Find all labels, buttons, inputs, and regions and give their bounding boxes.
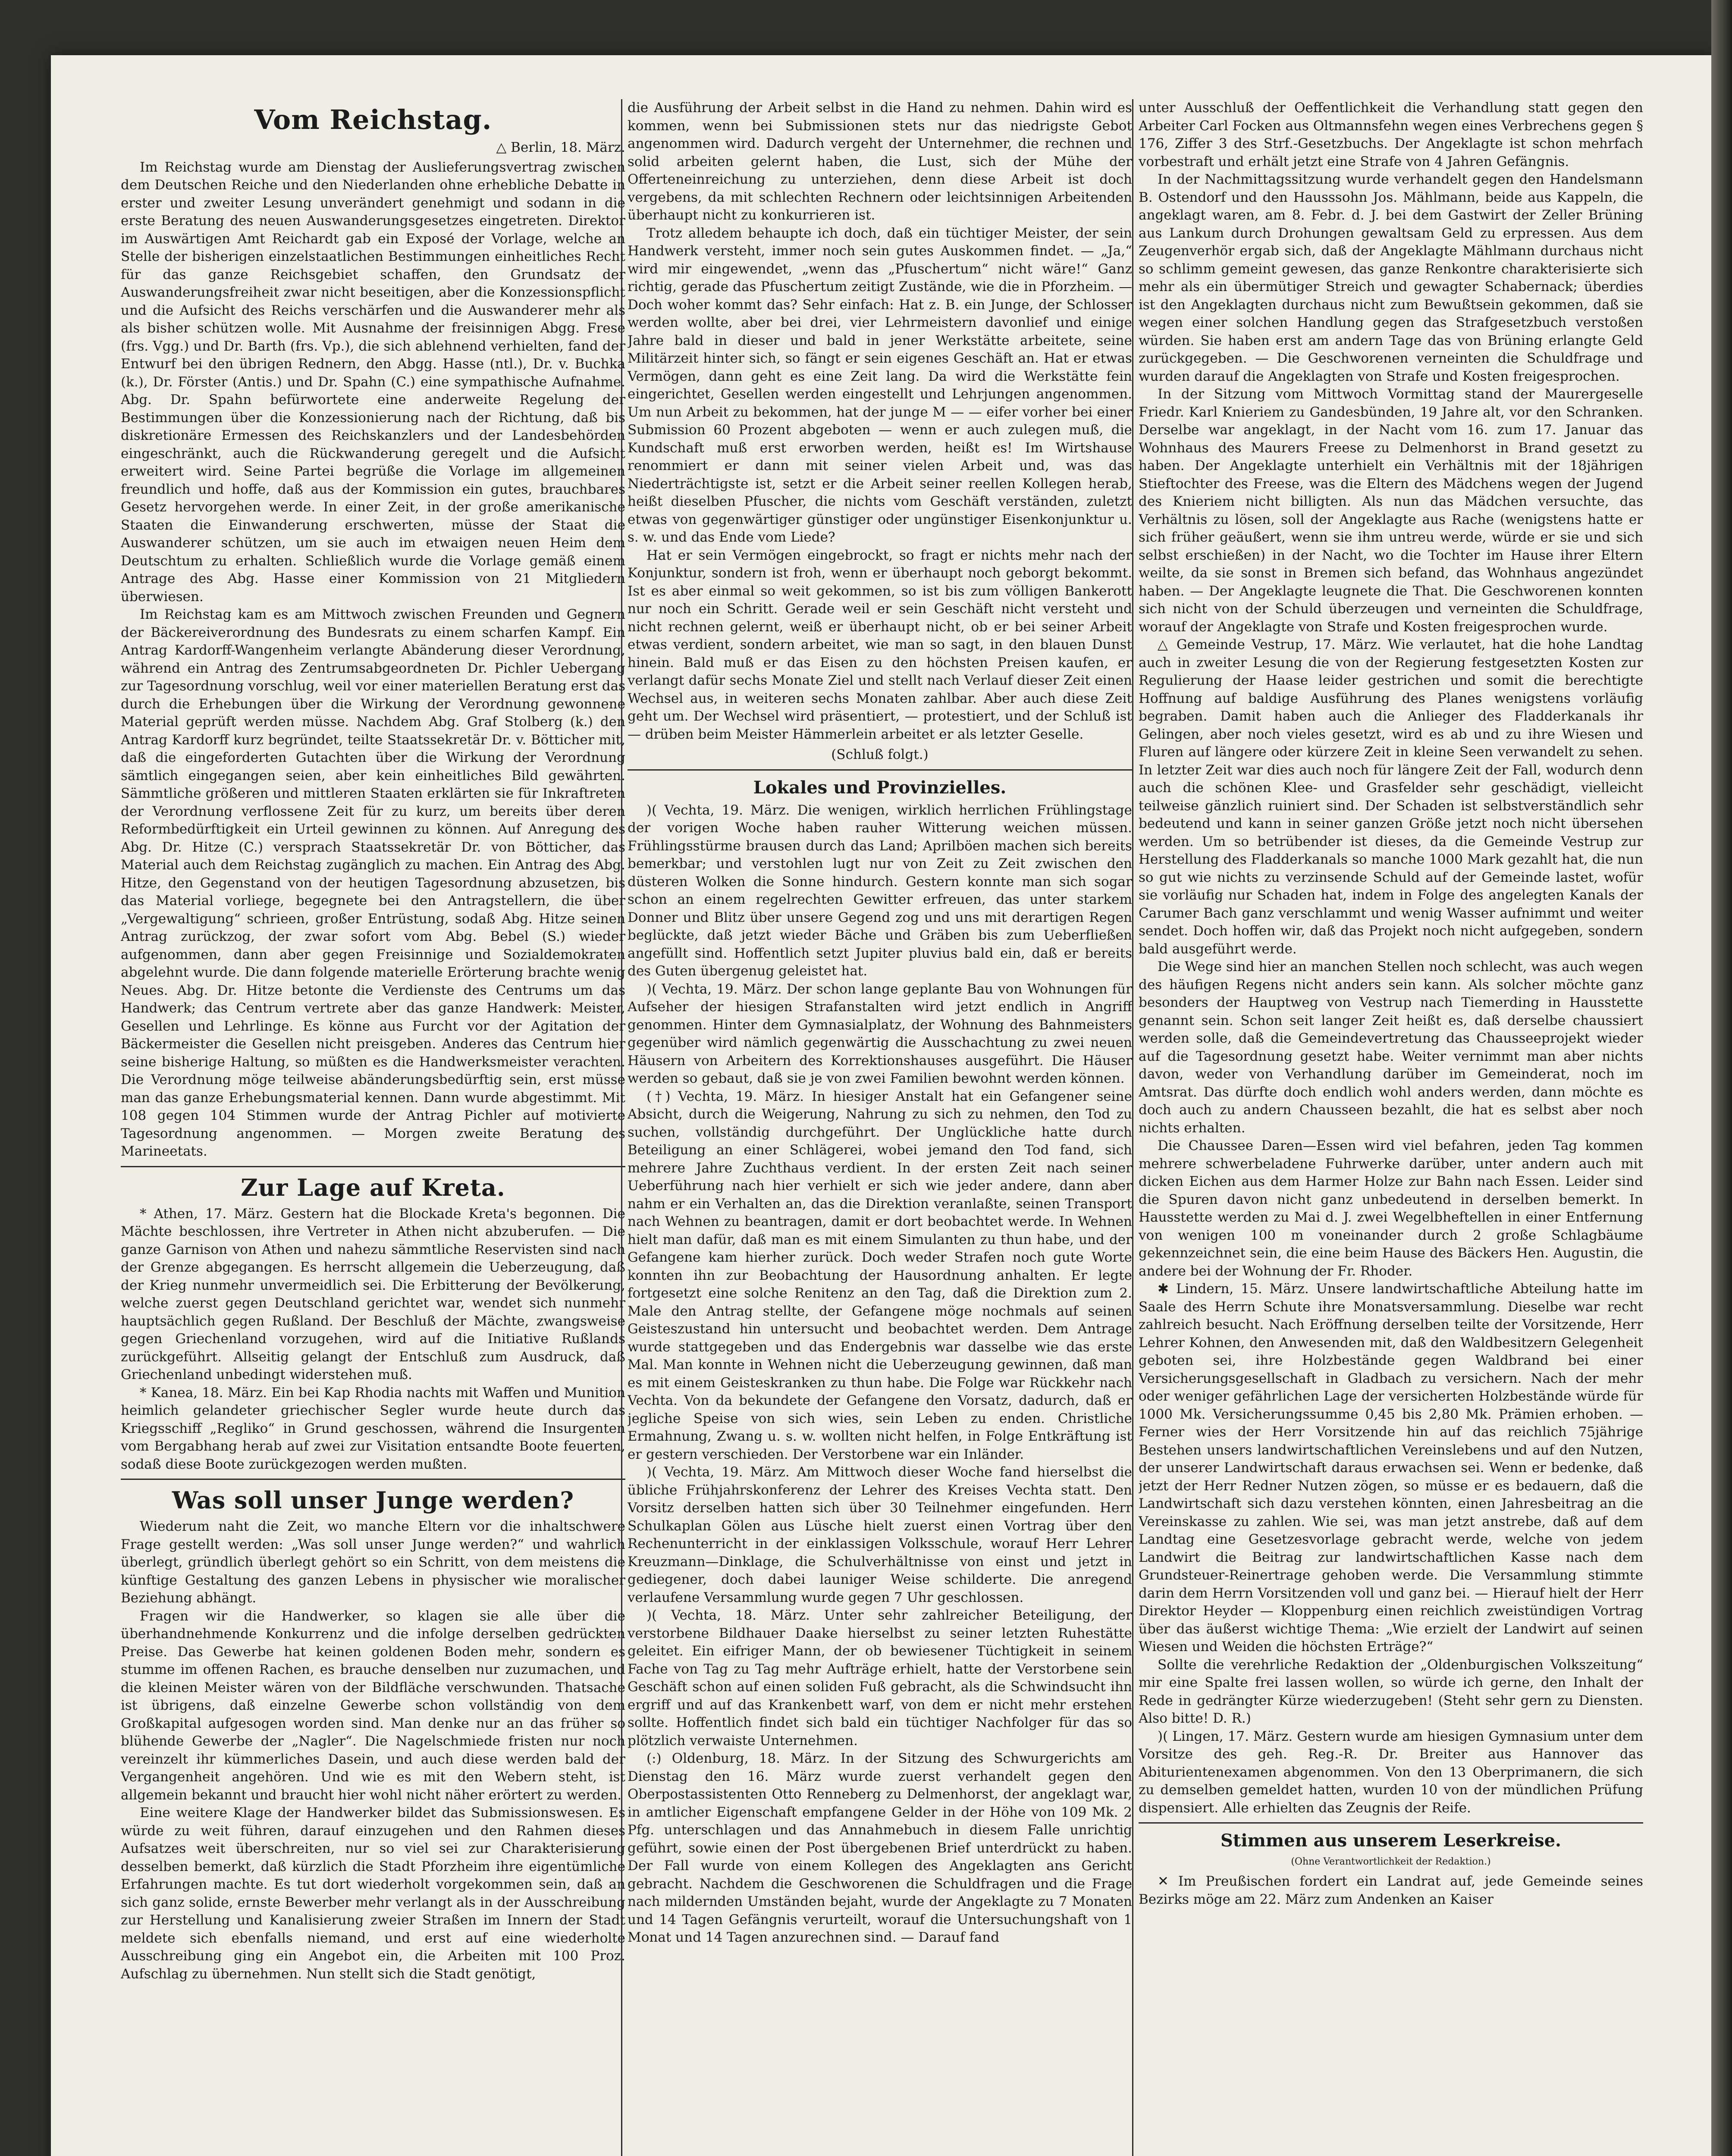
- article-headline: Was soll unser Junge werden?: [172, 1486, 574, 1514]
- article-paragraph: Hat er sein Vermögen eingebrockt, so fragt er nichts mehr nach der Konjunktur, sondern ist froh, wenn er überhaupt noch geborgt bekommt. Ist es aber einmal so weit gekommen, so ist bis zum völligen Bankerott nur noch ein Schritt. Gerade weil er sein Geschäft nicht versteht und nicht rechnen gelernt, weiß er überhaupt nicht, ob er bei seiner Arbeit etwas verdient, sondern arbeitet, wie man so sagt, in den blauen Dunst hinein. Bald muß er das Eisen zu den höchsten Preisen kaufen, er verlangt dafür sechs Monate Ziel und stellt nach Verlauf dieser Zeit einen Wechsel aus, in weiteren sechs Monaten zahlbar. Aber auch diese Zeit geht um. Der Wechsel wird präsentiert, — protestiert, und der Schluß ist — drüben beim Meister Hämmerlein arbeitet er als letzter Geselle.: [628, 547, 1132, 742]
- section-divider: [121, 1166, 625, 1167]
- column-rule: [1132, 99, 1133, 2156]
- article-paragraph: * Athen, 17. März. Gestern hat die Blockade Kreta's begonnen. Die Mächte beschlossen, ihre Vertreter in Athen nicht abzuberufen. — Die ganze Garnison von Athen und nahezu sämmtliche Reservisten sind nach der Grenze abgegangen. Es herrscht allgemein die Ueberzeugung, daß der Krieg nunmehr unvermeidlich sei. Die Erbitterung der Bevölkerung, welche zuerst gegen Deutschland gerichtet war, wendet sich nunmehr hauptsächlich gegen Rußland. Der Beschluß der Mächte, zwangsweise gegen Griechenland vorzugehen, wird auf die Initiative Rußlands zurückgeführt. Allseitig gelangt der Entschluß zum Ausdruck, daß Griechenland unbedingt widerstehen muß.: [121, 1206, 625, 1382]
- article-headline: Vom Reichstag.: [254, 104, 492, 135]
- article-paragraph: )( Vechta, 18. März. Unter sehr zahlreicher Beteiligung, der verstorbene Bildhauer Daake hierselbst zu seiner letzten Ruhestätte geleitet. Ein eifriger Mann, der ob bewiesener Tüchtigkeit in seinem Fache von Tag zu Tag mehr Aufträge erhielt, hatte der Verstorbene sein Geschäft schon auf einen soliden Fuß gebracht, als die Schwindsucht ihn ergriff und auf das Krankenbett warf, von dem er nicht mehr erstehen sollte. Hoffentlich findet sich bald ein tüchtiger Nachfolger für das so plötzlich verwaiste Unternehmen.: [628, 1608, 1132, 1749]
- binding-edge: [1711, 0, 1732, 2156]
- section-divider: [121, 1479, 625, 1480]
- section-heading: Lokales und Provinzielles.: [753, 777, 1007, 798]
- continuation-note: (Schluß folgt.): [831, 747, 929, 762]
- article-paragraph: (:) Oldenburg, 18. März. In der Sitzung des Schwurgerichts am Dienstag den 16. März wurde zuerst verhandelt gegen den Oberpostassistenten Otto Renneberg zu Delmenhorst, der angeklagt war, in amtlicher Eigenschaft empfangene Gelder in der Höhe von 109 Mk. 2 Pfg. unterschlagen und das Annahmebuch in diesem Falle unrichtig geführt, sowie einen der Post übergebenen Brief unterdrückt zu haben. Der Fall wurde von einem Kollegen des Angeklagten ans Gericht gebracht. Nachdem die Geschworenen die Schuldfragen und die Frage nach mildernden Umständen bejaht, wurde der Angeklagte zu 7 Monaten und 14 Tagen Gefängnis verurteilt, worauf die Untersuchungshaft von 1 Monat und 14 Tagen anzurechnen sind. — Darauf fand: [628, 1751, 1132, 1945]
- article-paragraph: Wiederum naht die Zeit, wo manche Eltern vor die inhaltschwere Frage gestellt werden: „Was soll unser Junge werden?“ und wahrlich überlegt, gründlich überlegt gehört so ein Schritt, von dem meistens die künftige Gestaltung des ganzen Lebens in physischer wie moralischer Beziehung abhängt.: [121, 1519, 625, 1606]
- section-divider: [1139, 1822, 1643, 1824]
- column-left: [121, 99, 625, 2156]
- column-right: [1139, 99, 1643, 2156]
- article-paragraph: Die Wege sind hier an manchen Stellen noch schlecht, was auch wegen des häufigen Regens nicht anders sein kann. Als solcher möchte ganz besonders der Hauptweg von Vestrup nach Tiemerding in Hausstette genannt sein. Schon seit langer Zeit heißt es, daß derselbe chaussiert werden solle, daß die Gemeindevertretung das Chausseeprojekt wieder auf die Tagesordnung gesetzt habe. Weiter vernimmt man aber nichts davon, weder von Verhandlung darüber im Gemeinderat, noch im Amtsrat. Das dürfte doch endlich wohl anders werden, dann möchte es doch auch zu andern Chausseen bezahlt, die hat es selbst aber noch nichts erhalten.: [1139, 959, 1643, 1136]
- article-paragraph: Die Chaussee Daren—Essen wird viel befahren, jeden Tag kommen mehrere schwerbeladene Fuhrwerke darüber, unter andern auch mit dicken Eichen aus dem Harmer Holze zur Bahn nach Essen. Leider sind die Spuren davon nicht ganz unbedeutend in derselben bemerkt. In Hausstette werden zu Mai d. J. zwei Wegelbheftellen in einer Entfernung von wenigen 100 m voneinander durch 2 große Schlagbäume gekennzeichnet sein, die eine beim Hause des Bäckers Hen. Augustin, die andere bei der Wohnung der Fr. Rhoder.: [1139, 1138, 1643, 1279]
- section-divider: [628, 769, 1132, 771]
- article-paragraph: )( Lingen, 17. März. Gestern wurde am hiesigen Gymnasium unter dem Vorsitze des geh. Reg.-R. Dr. Breiter aus Hannover das Abiturientenexamen abgenommen. Von den 13 Oberprimanern, die sich zu demselben gemeldet hatten, wurden 10 von der mündlichen Prüfung dispensiert. Alle erhielten das Zeugnis der Reife.: [1139, 1728, 1643, 1816]
- section-heading: Stimmen aus unserem Leserkreise.: [1221, 1830, 1561, 1851]
- article-paragraph: (†) Vechta, 19. März. In hiesiger Anstalt hat ein Gefangener seine Absicht, durch die Weigerung, Nahrung zu sich zu nehmen, den Tod zu suchen, vollständig durchgeführt. Der Unglückliche hatte durch Beteiligung an einer Schlägerei, wobei jemand den Tod fand, sich mehrere Jahre Zuchthaus verdient. In der ersten Zeit nach seiner Ueberführung nach hier verhielt er sich wie jeder andere, dann aber nahm er ein Verhalten an, das die Direktion veranlaßte, seinen Transport nach Wehnen zu beantragen, damit er dort beobachtet werde. In Wehnen hielt man dafür, daß man es mit einem Simulanten zu thun habe, und der Gefangene kam hierher zurück. Doch weder Strafen noch gute Worte konnten ihn zur Beobachtung der Hausordnung anhalten. Er legte fortgesetzt eine solche Renitenz an den Tag, daß die Direktion zum 2. Male den Antrag stellte, der Gefangene möge nochmals auf seinen Geisteszustand hin untersucht und beobachtet werden. Dem Antrage wurde stattgegeben und das Endergebnis war dasselbe wie das erste Mal. Man konnte in Wehnen nicht die Ueberzeugung gewinnen, daß man es mit einem Geisteskranken zu thun habe. Die Folge war Rückkehr nach Vechta. Von da bekundete der Gefangene den Vorsatz, dadurch, daß er jegliche Speise von sich wies, sein Leben zu enden. Christliche Ermahnung, Zwang u. s. w. wollten nicht helfen, in Folge Entkräftung ist er gestern verschieden. Der Verstorbene war ein Inländer.: [628, 1088, 1132, 1462]
- article-paragraph: )( Vechta, 19. März. Am Mittwoch dieser Woche fand hierselbst die übliche Frühjahrskonferenz der Lehrer des Kreises Vechta statt. Den Vorsitz derselben hatten sich über 30 Teilnehmer eingefunden. Herr Schulkaplan Gölen aus Lüsche hielt zuerst einen Vortrag über den Rechenunterricht in der einklassigen Volksschule, worauf Herr Lehrer Kreuzmann—Dinklage, die Schulverhältnisse von einst und jetzt in gediegener, doch dabei launiger Weise schilderte. Die anregend verlaufene Versammlung wurde gegen 7 Uhr geschlossen.: [628, 1464, 1132, 1605]
- article-paragraph: △ Gemeinde Vestrup, 17. März. Wie verlautet, hat die hohe Landtag auch in zweiter Lesung die von der Regierung festgesetzten Kosten zur Regulierung der Haase leider gestrichen und somit die berechtigte Hoffnung auf baldige Ausführung des Planes wenigstens vorläufig begraben. Damit haben auch die Anlieger des Fladderkanals ihr Gelingen, aber noch vieles gesetzt, wird es ab und zu ihre Wiesen und Fluren auf längere oder kürzere Zeit in kleine Seen verwandelt zu sehen. In letzter Zeit war dies auch noch für längere Zeit der Fall, wodurch denn auch die schönen Klee- und Grasfelder sehr geschädigt, vielleicht teilweise gänzlich ruiniert sind. Der Schaden ist selbstverständlich sehr bedeutend und kann in seiner ganzen Größe jetzt noch nicht übersehen werden. Um so betrübender ist dieses, da die Gemeinde Vestrup zur Herstellung des Fladderkanals so manche 1000 Mark gezahlt hat, die nun so gut wie nichts zu verzinsende Schuld auf der Gemeinde lastet, wofür sie vorläufig nur Schaden hat, indem in Folge des angelegten Kanals der Carumer Bach ganz verschlammt und wenig Wasser aufnimmt und weiter sendet. Doch hoffen wir, daß das Projekt noch nicht aufgegeben, sondern bald ausgeführt werde.: [1139, 637, 1643, 957]
- article-paragraph: Im Reichstag kam es am Mittwoch zwischen Freunden und Gegnern der Bäckereiverordnung des Bundesrats zu einem scharfen Kampf. Ein Antrag Kardorff-Wangenheim verlangte Abänderung dieser Verordnung, während ein Antrag des Zentrumsabgeordneten Dr. Pichler Uebergang zur Tagesordnung vorschlug, weil vor einer materiellen Beratung erst das durch die Erhebungen über die Wirkung der Verordnung gewonnene Material geprüft werden müsse. Nachdem Abg. Graf Stolberg (k.) den Antrag Kardorff kurz begründet, teilte Staatssekretär Dr. v. Bötticher mit, daß die eingeforderten Gutachten über die Wirkung der Verordnung sämtlich eingegangen seien, aber kein einheitliches Bild gewährten. Sämmtliche größeren und mittleren Staaten erklärten sie für Inkraftreten der Verordnung verflossene Zeit für zu kurz, um bereits über deren Reformbedürftigkeit ein Urteil gewinnen zu können. Auf Anregung des Abg. Dr. Hitze (C.) versprach Staatssekretär Dr. von Bötticher, das Material auch dem Reichstag zugänglich zu machen. Ein Antrag des Abg. Hitze, den Gegenstand von der heutigen Tagesordnung abzusetzen, bis das Material vorliege, begegnete bei den Antragstellern, die über „Vergewaltigung“ schrieen, großer Entrüstung, sodaß Abg. Hitze seinen Antrag zurückzog, der zwar sofort vom Abg. Bebel (S.) wieder aufgenommen, dann aber gegen Freisinnige und Sozialdemokraten abgelehnt wurde. Die dann folgende materielle Erörterung brachte wenig Neues. Abg. Dr. Hitze betonte die Verdienste des Centrums um das Handwerk; das Centrum vertrete aber das ganze Handwerk: Meister, Gesellen und Lehrlinge. Es könne aus Furcht vor der Agitation der Bäckermeister die Gesellen nicht preisgeben. Anderes das Centrum hier seine bisherige Haltung, so müßten es die Handwerksmeister verachten. Die Verordnung möge teilweise abänderungsbedürftig sein, erst müsse man das ganze Erhebungsmaterial kennen. Dann wurde abgestimmt. Mit 108 gegen 104 Stimmen wurde der Antrag Pichler auf motivierte Tagesordnung angenommen. — Morgen zweite Beratung des Marineetats.: [121, 607, 625, 1159]
- article-paragraph: * Kanea, 18. März. Ein bei Kap Rhodia nachts mit Waffen und Munition heimlich gelandeter griechischer Segler wurde heute durch das Kriegsschiff „Regliko“ in Grund geschossen, während die Insurgenten vom Bergabhang herab auf zwei zur Visitation entsandte Boote feuerten, sodaß diese Boote zurückgezogen werden mußten.: [121, 1385, 625, 1472]
- article-paragraph: Im Reichstag wurde am Dienstag der Auslieferungsvertrag zwischen dem Deutschen Reiche und den Niederlanden ohne erhebliche Debatte in erster und zweiter Lesung unverändert genehmigt und sodann in die erste Beratung des neuen Auswanderungsgesetzes eingetreten. Direktor im Auswärtigen Amt Reichardt gab ein Exposé der Vorlage, welche an Stelle der bisherigen einzelstaatlichen Bestimmungen einheitliches Recht für das ganze Reichsgebiet schaffen, den Grundsatz der Auswanderungsfreiheit zwar nicht beseitigen, aber die Konzessionspflicht und die Aufsicht des Reichs verschärfen und die Auswanderer mehr als als bisher schützen wolle. Mit Ausnahme der freisinnigen Abgg. Frese (frs. Vgg.) und Dr. Barth (frs. Vp.), die sich ablehnend verhielten, fand der Entwurf bei den übrigen Rednern, den Abgg. Hasse (ntl.), Dr. v. Buchka (k.), Dr. Förster (Antis.) und Dr. Spahn (C.) eine sympathische Aufnahme. Abg. Dr. Spahn befürwortete eine anderweite Regelung der Bestimmungen über die Konzessionierung nach der Richtung, daß bis diskretionäre Ermessen des Reichskanzlers und der Landesbehörden eingeschränkt, auch die Rückwanderung geregelt und die Aufsicht erweitert wird. Seine Partei begrüße die Vorlage im allgemeinen freundlich und hoffe, daß aus der Kommission ein gutes, brauchbares Gesetz hervorgehen werde. In einer Zeit, in der große amerikanische Staaten die Einwanderung erschwerten, müsse der Staat die Auswanderer schützen, um sie auch im etwaigen neuen Heim dem Deutschtum zu erhalten. Schließlich wurde die Vorlage gemäß einem Antrage des Abg. Hasse einer Kommission von 21 Mitgliedern überwiesen.: [121, 159, 625, 605]
- dateline: △ Berlin, 18. März.: [496, 140, 625, 155]
- article-paragraph: die Ausführung der Arbeit selbst in die Hand zu nehmen. Dahin wird es kommen, wenn bei Submissionen stets nur das niedrigste Gebot angenommen wird. Dadurch vergeht der Unternehmer, die rechnen und solid arbeiten gelernt haben, die Lust, sich der Mühe der Offerteneinreichung zu unterziehen, denn diese Arbeit ist doch vergebens, da mit schlechten Rechnern oder leichtsinnigen Arbeitenden überhaupt nicht zu konkurrieren ist.: [628, 100, 1132, 223]
- article-paragraph: unter Ausschluß der Oeffentlichkeit die Verhandlung statt gegen den Arbeiter Carl Focken aus Oltmannsfehn wegen eines Verbrechens gegen § 176, Ziffer 3 des Strf.-Gesetzbuchs. Der Angeklagte ist schon mehrfach vorbestraft und erhält jetzt eine Strafe von 4 Jahren Gefängnis.: [1139, 100, 1643, 169]
- article-paragraph: )( Vechta, 19. März. Der schon lange geplante Bau von Wohnungen für Aufseher der hiesigen Strafanstalten wird jetzt endlich in Angriff genommen. Hinter dem Gymnasialplatz, der Wohnung des Bahnmeisters gegenüber wird nämlich gegenwärtig die Ausschachtung zu zwei neuen Häusern von Arbeitern des Korrektionshauses ausgeführt. Die Häuser werden so gebaut, daß sie je von zwei Familien bewohnt werden können.: [628, 981, 1132, 1086]
- column-middle: [628, 99, 1132, 2156]
- article-paragraph: In der Nachmittagssitzung wurde verhandelt gegen den Handelsmann B. Ostendorf und den Hausssohn Jos. Mählmann, beide aus Kappeln, die angeklagt waren, am 8. Febr. d. J. bei dem Gastwirt der Zeller Brüning aus Lankum durch Drohungen gewaltsam Geld zu erpressen. Aus dem Zeugenverhör ergab sich, daß der Angeklagte Mählmann durchaus nicht so schlimm gemeint gewesen, das ganze Renkontre charakterisierte sich mehr als ein übermütiger Streich und gewagter Schabernack; überdies ist den Angeklagten durchaus nicht zum Bewußtsein gekommen, daß sie wegen einer solchen Handlung gegen das Strafgesetzbuch verstoßen würden. Sie haben erst am andern Tage das von Brüning erlangte Geld zurückgegeben. — Die Geschworenen verneinten die Schuldfrage und wurden darauf die Angeklagten von Strafe und Kosten freigesprochen.: [1139, 172, 1643, 384]
- article-paragraph: )( Vechta, 19. März. Die wenigen, wirklich herrlichen Frühlingstage der vorigen Woche haben rauher Witterung weichen müssen. Frühlingsstürme brausen durch das Land; Aprilböen machen sich bereits bemerkbar; und verstohlen lugt nur von Zeit zu Zeit zwischen den düsteren Wolken die Sonne hindurch. Gestern konnte man sich sogar schon an einem regelrechten Gewitter erfreuen, das unter starkem Donner und Blitz über unsere Gegend zog und uns mit derartigen Regen beglückte, daß jetzt wieder Bäche und Gräben bis zum Ueberfließen angefüllt sind. Hoffentlich setzt Jupiter pluvius bald ein, daß er bereits des Guten übergenug geleistet hat.: [628, 802, 1132, 979]
- article-paragraph: Fragen wir die Handwerker, so klagen sie alle über die überhandnehmende Konkurrenz und die infolge derselben gedrückten Preise. Das Gewerbe hat keinen goldenen Boden mehr, sondern es stumme im offenen Rachen, es brauche denselben nur zuzumachen, und die kleinen Meister wären von der Bildfläche verschwunden. Thatsache ist übrigens, daß einzelne Gewerbe schon vollständig von dem Großkapital aufgesogen worden sind. Man denke nur an das früher so blühende Gewerbe der „Nagler“. Die Nagelschmiede fristen nur noch vereinzelt ihr kümmerliches Dasein, und auch diese werden bald der Vergangenheit angehören. Und wie es mit den Webern steht, ist allgemein bekannt und braucht hier wohl nicht näher erörtert zu werden.: [121, 1608, 625, 1803]
- article-paragraph: In der Sitzung vom Mittwoch Vormittag stand der Maurergeselle Friedr. Karl Knieriem zu Gandesbünden, 19 Jahre alt, vor den Schranken. Derselbe war angeklagt, in der Nacht vom 16. zum 17. Januar das Wohnhaus des Maurers Freese zu Delmenhorst in Brand gesetzt zu haben. Der Angeklagte unterhielt ein Verhältnis mit der 18jährigen Stieftochter des Freese, was die Eltern des Mädchens wegen der Jugend des Knieriem nicht billigten. Als nun das Mädchen versuchte, das Verhältnis zu lösen, soll der Angeklagte aus Rache (wenigstens hatte er sich früher geäußert, wenn sie ihm untreu werde, würde er sie und sich selbst erschießen) in der Nacht, wo die Tochter im Hause ihrer Eltern weilte, da sie sonst in Bremen sich befand, das Wohnhaus angezündet haben. — Der Angeklagte leugnete die That. Die Geschworenen konnten sich nicht von der Schuld überzeugen und verneinten die Schuldfrage, worauf der Angeklagte von Strafe und Kosten freigesprochen wurde.: [1139, 386, 1643, 635]
- article-paragraph: ✱ Lindern, 15. März. Unsere landwirtschaftliche Abteilung hatte im Saale des Herrn Schute ihre Monatsversammlung. Dieselbe war recht zahlreich besucht. Nach Eröffnung derselben teilte der Vorsitzende, Herr Lehrer Kohnen, den Anwesenden mit, daß den Waldbesitzern Gelegenheit geboten sei, ihre Holzbestände gegen Waldbrand bei einer Versicherungsgesellschaft in Gladbach zu versichern. Nach der mehr oder weniger gefährlichen Lage der versicherten Holzbestände würde für 1000 Mk. Versicherungssumme 0,45 bis 2,80 Mk. Prämien erhoben. — Ferner wies der Herr Vorsitzende hin auf das reichlich 75jährige Bestehen unsers landwirtschaftlichen Vereinslebens und auf den Nutzen, der unserer Landwirtschaft daraus erwachsen sei. Wenn er bedenke, daß jetzt der Herr Redner Nutzen zögen, so müsse er es bedauern, daß die Landwirtschaft sich dazu verstehen könnten, einen Jahresbeitrag an die Vereinskasse zu zahlen. Wie sei, was man jetzt anstrebe, daß auf dem Landtag eine Gesetzesvorlage gebracht werde, welche von jedem Landwirt die Beitrag zur landwirtschaftlichen Kasse nach dem Grundsteuer-Reinertrage gehoben werde. Die Versammlung stimmte darin dem Herrn Vorsitzenden voll und ganz bei. — Hierauf hielt der Herr Direktor Heyder — Kloppenburg einen reichlich zweistündigen Vortrag über das äußerst wichtige Thema: „Wie erzielt der Landwirt auf seinen Wiesen und Weiden die höchsten Erträge?“: [1139, 1281, 1643, 1655]
- article-headline: Zur Lage auf Kreta.: [241, 1173, 505, 1201]
- article-paragraph: ✕ Im Preußischen fordert ein Landrat auf, jede Gemeinde seines Bezirks möge am 22. März zum Andenken an Kaiser: [1139, 1874, 1643, 1907]
- article-paragraph: Sollte die verehrliche Redaktion der „Oldenburgischen Volkszeitung“ mir eine Spalte frei lassen wollen, so würde ich gerne, den Inhalt der Rede in gedrängter Kürze wiederzugeben! (Steht sehr gern zu Diensten. Also bitte! D. R.): [1139, 1657, 1643, 1726]
- article-paragraph: Eine weitere Klage der Handwerker bildet das Submissionswesen. Es würde zu weit führen, darauf einzugehen und den Rahmen dieses Aufsatzes weit überschreiten, nur so viel sei zur Charakterisierung desselben bemerkt, daß kürzlich die Stadt Pforzheim ihre eigentümliche Erfahrungen machte. Es tut dort wiederholt vorgekommen sein, daß an sich ganz solide, ernste Bewerber mehr verlangt als in der Ausschreibung zur Herstellung und Kanalisierung zweier Straßen im Innern der Stadt meldete sich ebenfalls niemand, und erst auf eine wiederholte Ausschreibung ging ein Angebot ein, die Arbeiten mit 100 Proz. Aufschlag zu übernehmen. Nun stellt sich die Stadt genötigt,: [121, 1805, 625, 1982]
- section-note: (Ohne Verantwortlichkeit der Redaktion.): [1291, 1856, 1491, 1867]
- article-paragraph: Trotz alledem behaupte ich doch, daß ein tüchtiger Meister, der sein Handwerk versteht, immer noch sein gutes Auskommen findet. — „Ja,“ wird mir eingewendet, „wenn das „Pfuschertum“ nicht wäre!“ Ganz richtig, gerade das Pfuschertum zeitigt Zustände, wie die in Pforzheim. — Doch woher kommt das? Sehr einfach: Hat z. B. ein Junge, der Schlosser werden wollte, aber bei drei, vier Lehrmeistern davonlief und einige Jahre bald in dieser und bald in jener Werkstätte arbeitete, seine Militärzeit hinter sich, so fängt er sein eigenes Geschäft an. Hat er etwas Vermögen, dann geht es eine Zeit lang. Da wird die Werkstätte fein eingerichtet, Gesellen werden eingestellt und Lehrjungen angenommen. Um nun Arbeit zu bekommen, hat der junge M — — eifer vorher bei einer Submission 60 Prozent abgeboten — wenn er auch zulegen muß, die Kundschaft muß erst erworben werden, heißt es! Im Wirtshause renommiert er dann mit seiner vielen Arbeit und, was das Niederträchtigste ist, setzt er die Arbeit seiner reellen Kollegen herab, heißt dieselben Pfuscher, die nichts vom Geschäft verständen, zuletzt etwas von gegenwärtiger günstiger oder ungünstiger Eisenkonjunktur u. s. w. und das Ende vom Liede?: [628, 225, 1132, 545]
